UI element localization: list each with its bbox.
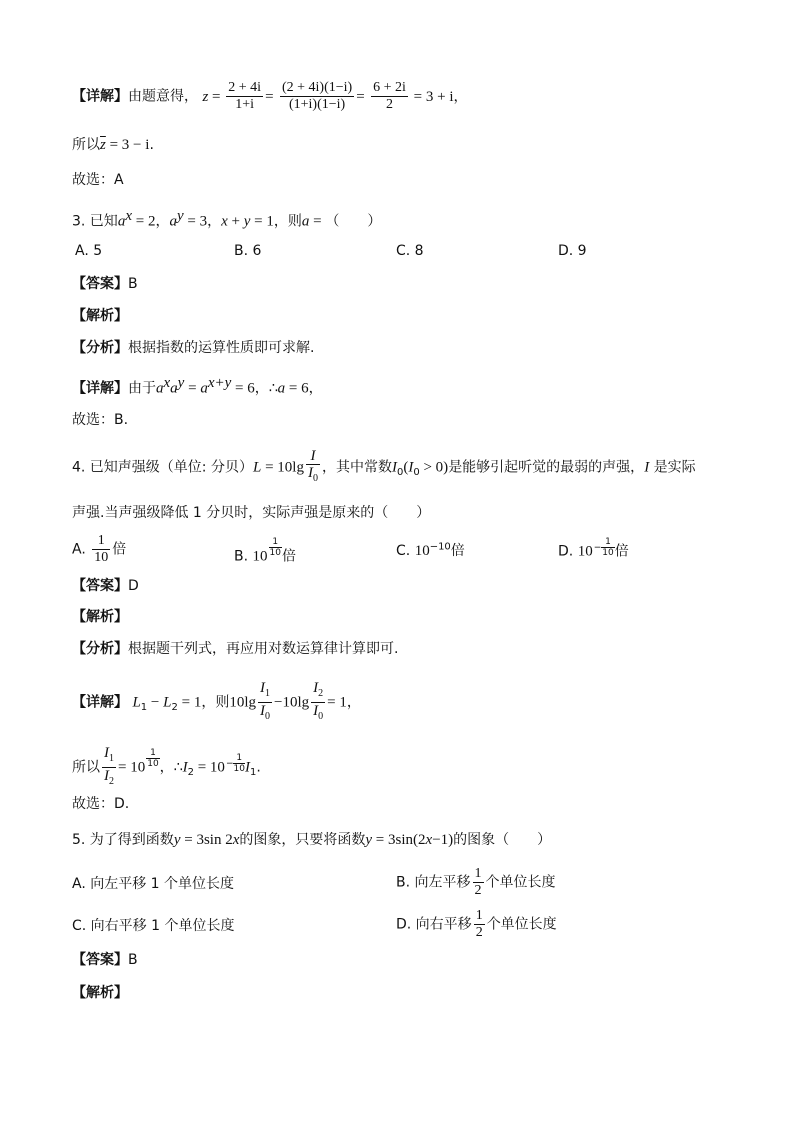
q3-option-c: C. 8: [396, 243, 424, 259]
q4-conclusion: 所以 $\frac{I_1}{I_2}$ = 10 $\frac{1}{10}$ ，$\therefore I_2 = 10-$ $\frac{1}{10}$ $I_1$.: [72, 745, 261, 787]
q5-analysis-label: 【解析】: [72, 985, 128, 1001]
q2-conclusion: 所以$\overline{z} = 3 - i$.: [72, 137, 154, 153]
q3-fenxi: 【分析】根据指数的运算性质即可求解.: [72, 340, 315, 356]
q3-analysis-label: 【解析】: [72, 308, 128, 324]
q4-option-b: B. 10 $\frac{1}{10}$ 倍: [234, 537, 296, 565]
q3-option-a: A. 5: [75, 243, 103, 259]
q4-option-d: D. 10− $\frac{1}{10}$ 倍: [558, 537, 629, 560]
q4-fenxi: 【分析】根据题干列式，再应用对数运算律计算即可.: [72, 641, 399, 657]
q5-option-b: B. 向左平移 $\frac{1}{2}$ 个单位长度: [396, 866, 556, 898]
q2-detail-line: [72, 80, 468, 113]
q2-detail-text: 由题意得，: [128, 88, 198, 105]
q4-stem-line2: 声强.当声强级降低 1 分贝时，实际声强是原来的（ ）: [72, 505, 431, 521]
q5-option-d: D. 向右平移 $\frac{1}{2}$ 个单位长度: [396, 908, 557, 940]
q4-analysis-label: 【解析】: [72, 609, 128, 625]
q3-detail: 【详解】由于$a^xa^y = a^{x+y} = 6$，∴a = 6，: [72, 375, 323, 397]
q3-option-d: D. 9: [558, 243, 587, 259]
q4-detail: 【详解】 $L_1 - L_2 = 1$，则10lg $\frac{I_1}{I_0}$ −10lg $\frac{I_2}{I_0}$ = 1，: [72, 680, 361, 722]
q4-stem-line1: 4. 已知声强级（单位: 分贝）L = 10lg $\frac{I}{I_0}$ ，其中常数$I_0(I_0 > 0)$是能够引起听觉的最弱的声强，I 是实际: [72, 448, 696, 484]
q2-equation: z = $\frac{2 + 4i}{1+i}$ = $\frac{(2 + 4i)(1-i)}{(1+i)(1-i)}$ = $\frac{6 + 2i}{2}$ = 3 + i，: [202, 80, 468, 112]
q5-answer: 【答案】B: [72, 952, 138, 968]
q3-stem: 3. 已知$a^x = 2$，$a^y = 3$，x + y = 1，则a = （ ）: [72, 208, 382, 230]
q3-choice: 故选：B.: [72, 412, 129, 428]
q5-option-a: A. 向左平移 1 个单位长度: [72, 876, 235, 892]
q4-choice: 故选：D.: [72, 796, 130, 812]
q4-option-a: A. $\frac{1}{10}$ 倍: [72, 533, 127, 565]
q4-option-c: C. $10^{-10}$倍: [396, 541, 465, 559]
q5-stem: 5. 为了得到函数y = 3sin 2x的图象，只要将函数y = 3sin(2x−1)的图象（ ）: [72, 832, 552, 848]
detail-label: 【详解】: [72, 88, 128, 105]
q5-option-c: C. 向右平移 1 个单位长度: [72, 918, 235, 934]
q2-choice: 故选：A: [72, 172, 124, 188]
q3-answer: 【答案】B: [72, 276, 138, 292]
q3-option-b: B. 6: [234, 243, 262, 259]
q4-answer: 【答案】D: [72, 578, 139, 594]
